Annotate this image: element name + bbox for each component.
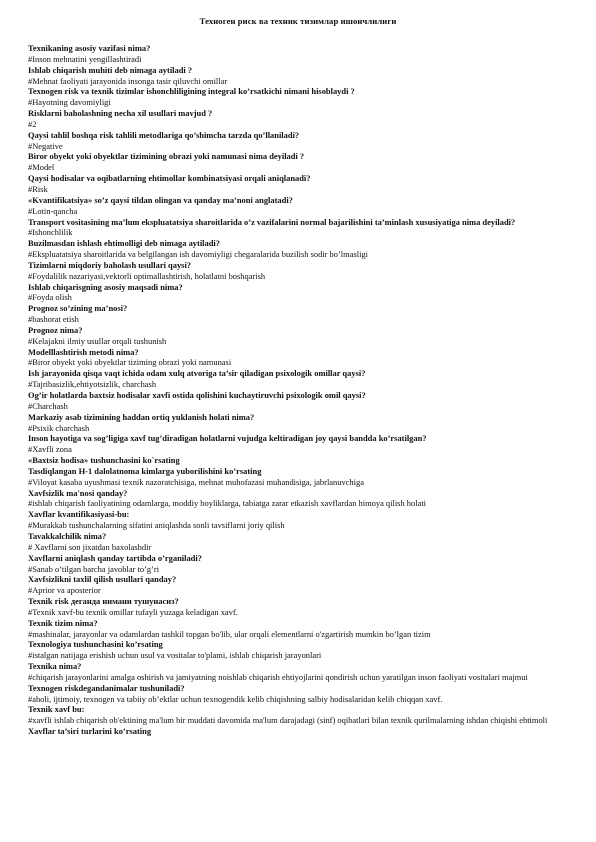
question-text: Tizimlarni miqdoriy baholash usullari qaysi? xyxy=(28,259,192,270)
answer-text: #Inson mehnatini yengillashtiradi xyxy=(28,53,142,64)
answer-text: #Ekspluatatsiya sharoitlarida va belgilangan ish davomiyligi chegaralarida buzilish sodir bo’lmasligi xyxy=(28,249,368,260)
question-text: Ishlab chiqarish muhiti deb nimaga aytiladi ? xyxy=(28,64,193,75)
question-text: Texnologiya tushunchasini ko’rsating xyxy=(28,639,163,650)
question-text: Xavflar kvantifikasiyasi-bu: xyxy=(28,509,130,520)
question-text: Texnogen riskdegandanimalar tushuniladi? xyxy=(28,682,185,693)
qa-list xyxy=(28,43,573,737)
answer-text: #Psixik charchash xyxy=(28,422,90,433)
answer-text: #Foydalilik nazariyasi,vektorli optimallashtirish, holatlatni boshqarish xyxy=(28,270,266,281)
answer-text: #Sanab o’tilgan barcha javoblar to’g’ri xyxy=(28,563,160,574)
answer-text: #bashorat etish xyxy=(28,314,79,325)
question-text: Texnik tizim nima? xyxy=(28,617,98,628)
question-text: Texnik risk деганда нимани тушунасиз? xyxy=(28,596,179,607)
answer-text: #Aprior va aposterior xyxy=(28,585,101,596)
answer-text: #Viloyat kasaba uyushmasi texnik nazoratchisiga, mehnat muhofazasi muhandisiga, jabrlanuvchiga xyxy=(28,476,364,487)
question-text: Og’ir holatlarda baxtsiz hodisalar xavfi ostida qolishini kuchaytiruvchi psixologik omil qaysi? xyxy=(28,390,366,400)
question-text: Modelllashtirish metodi nima? xyxy=(28,346,139,357)
answer-text: #istalgan natijaga erishish uchun usul va vositalar to'plami, ishlab chiqarish jarayonlari xyxy=(28,650,322,661)
question-text: Transport vositasining ma’lum ekspluatatsiya sharoitlarida o’z vazifalarini normal bajarilishini ta’minlash xususiyatiga nima deyiladi? xyxy=(28,216,516,227)
question-text: Xavflarni aniqlash qanday tartibda o’rganiladi? xyxy=(28,552,202,563)
answer-text: #Xavfli zona xyxy=(28,444,72,455)
question-text: Prognoz so’zining ma’nosi? xyxy=(28,303,128,314)
question-text: Tavakkalchilik nima? xyxy=(28,530,107,541)
answer-text: #Foyda olish xyxy=(28,292,72,303)
question-text: Qaysi hodisalar va oqibatlarning ehtimollar kombinatsiyasi orqali aniqlanadi? xyxy=(28,173,311,184)
question-text: Prognoz nima? xyxy=(28,324,83,335)
question-text: Ish jarayonida qisqa vaqt ichida odam xulq atvoriga ta’sir qiladigan psixologik omillar qaysi? xyxy=(28,368,366,379)
question-text: Biror obyekt yoki obyektlar tizimining obrazi yoki namunasi nima deyiladi ? xyxy=(28,151,305,162)
answer-text: #Lotin-qancha xyxy=(28,205,78,216)
answer-text: #Biror obyekt yoki obyektlar tiziming obrazi yoki namunasi xyxy=(28,357,232,368)
question-text: Inson hayotiga va sog’ligiga xavf tug’diradigan holatlarni vujudga keltiradigan joy qaysi bandda ko’rsatilgan? xyxy=(28,433,427,444)
answer-text: #aholi, ijtimoiy, texnogen va tabiiy ob’ektlar uchun texnogendik kelib chiqishning salbiy hodisalaridan kelib chiqqan xavf. xyxy=(28,693,443,704)
answer-text: #Negative xyxy=(28,140,63,151)
question-text: «Baxtsiz hodisa» tushunchasini ko`rsating xyxy=(28,455,180,466)
question-text: Texnogen risk va texnik tizimlar ishonchliligining integral ko’rsatkichi nimani hisoblaydi ? xyxy=(28,86,355,97)
question-text: Tasdiqlangan H-1 dalolatnoma kimlarga yuborilishini ko’rsating xyxy=(28,465,262,476)
question-text: Qaysi tahlil boshqa risk tahlili metodlariga qo’shimcha tarzda qo’llaniladi? xyxy=(28,129,300,140)
question-text: Ishlab chiqarisgning asosiy maqsadi nima? xyxy=(28,281,183,292)
question-text: Texnik xavf bu: xyxy=(28,704,85,715)
question-text: Risklarni baholashning necha xil usullari mavjud ? xyxy=(28,108,213,119)
answer-text: #ishlab chiqarish faoliyatining odamlarga, moddiy boyliklarga, tabiatga zarar etkazish xavflardan himoya qilish holati xyxy=(28,498,427,509)
answer-text: #Ishonchlilik xyxy=(28,227,73,238)
question-text: Xavfsizlikni taxlil qilish usullari qanday? xyxy=(28,574,177,585)
question-text: Markaziy asab tizimining haddan ortiq yuklanish holati nima? xyxy=(28,411,255,422)
question-text: Buzilmasdan ishlash ehtimolligi deb nimaga aytiladi? xyxy=(28,238,220,249)
answer-text: #Model xyxy=(28,162,55,173)
answer-text: #Kelajakni ilmiy usullar orqali tushunish xyxy=(28,335,167,346)
answer-text: #Tajribasizlik,ehtiyotsizlik, charchash xyxy=(28,379,157,390)
answer-text: #Charchash xyxy=(28,400,68,411)
answer-text: #Hayotning davomiyligi xyxy=(28,97,111,108)
answer-text: #mashinalar, jarayonlar va odamlardan tashkil topgan bo'lib, ular orqali elementlarni o'zgartirish mumkin bo’lgan tizim xyxy=(28,628,431,639)
question-text: Texnikaning asosiy vazifasi nima? xyxy=(28,43,151,53)
question-text: «Kvantifikatsiya» so’z qaysi tildan olingan va qanday ma’noni anglatadi? xyxy=(28,194,293,205)
answer-text: #xavfli ishlab chiqarish ob'ektining ma'lum bir muddati davomida ma'lum darajadagi (sinf) oqibatlari bilan texnik qurilmalarning ishdan chiqishi ehtimoli xyxy=(28,715,548,726)
question-text: Xavfsizlik ma'nosi qanday? xyxy=(28,487,128,498)
document-title: Техноген риск ва техник тизимлар ишончлилиги xyxy=(199,16,397,26)
answer-text: #Mehnat faoliyati jarayonida insonga tasir qiluvchi omillar xyxy=(28,75,228,86)
answer-text: #Murakkab tushunchalarning sifatini aniqlashda sonli tavsiflarni joriy qilish xyxy=(28,520,285,531)
answer-text: #Risk xyxy=(28,183,48,194)
question-text: Texnika nima? xyxy=(28,661,82,672)
answer-text: #2 xyxy=(28,118,37,129)
answer-text: # Xavflarni son jixatdan baxolashdir xyxy=(28,541,152,552)
question-text: Xavflar ta’siri turlarini ko’rsating xyxy=(28,726,152,737)
answer-text: #Texnik xavf-bu texnik omillar tufayli yuzaga keladigan xavf. xyxy=(28,606,238,617)
answer-text: #chiqarish jarayonlarini amalga oshirish va jamiyatning noishlab chiqarish ehtiyojlarini qondirish uchun yaratilgan inson faoliyati vositalari majmui xyxy=(28,671,528,682)
